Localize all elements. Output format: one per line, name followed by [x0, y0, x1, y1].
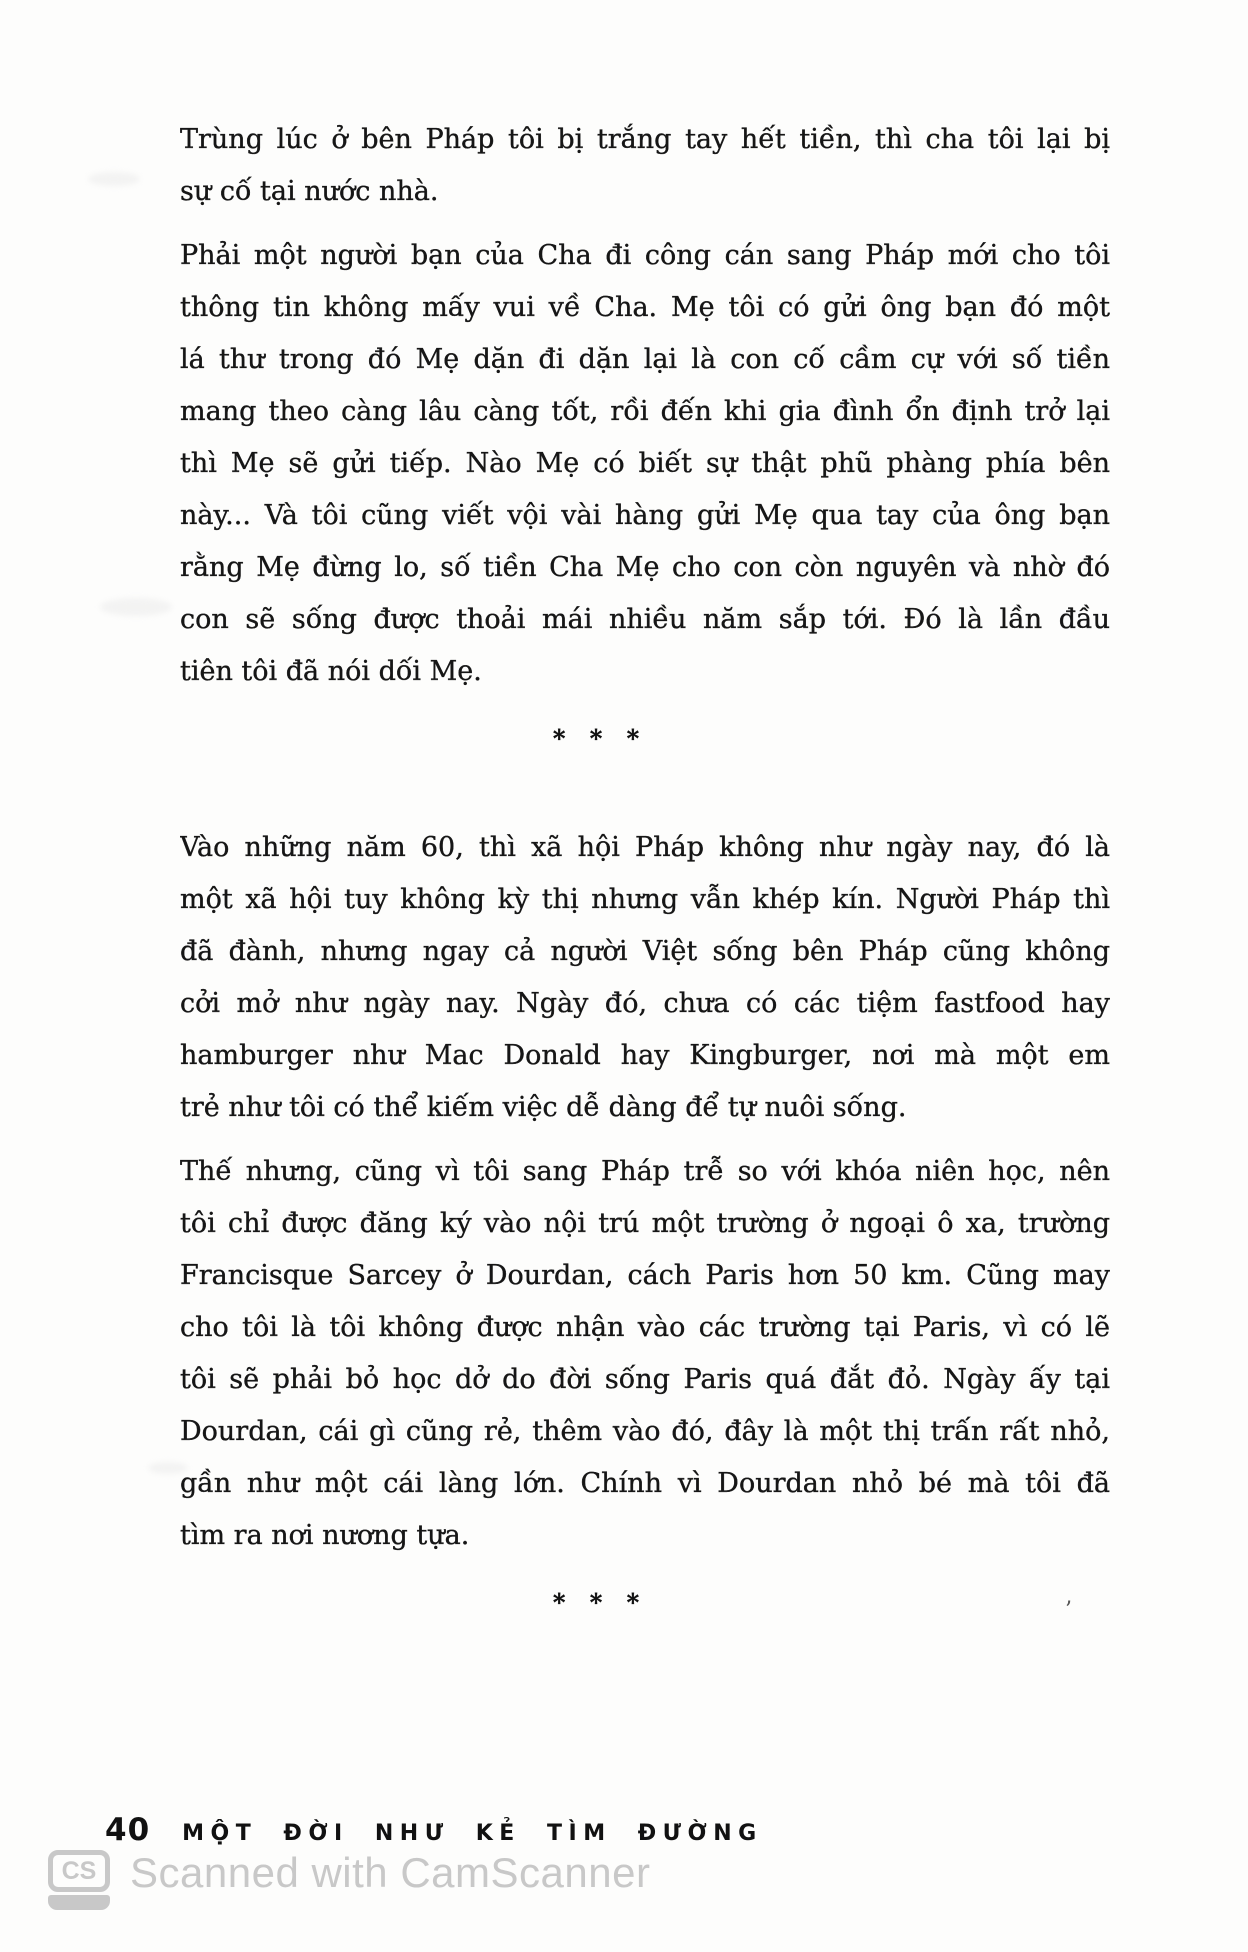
camscanner-logo-base	[48, 1895, 110, 1910]
page-footer	[105, 1812, 763, 1848]
text-line: rằng Mẹ đừng lo, số tiền Cha Mẹ cho con còn nguyên và nhờ đó	[180, 552, 1110, 583]
paragraph	[180, 1146, 1110, 1562]
text-line: một xã hội tuy không kỳ thị nhưng vẫn khép kín. Người Pháp thì	[180, 884, 1110, 915]
page-body	[180, 114, 1110, 1686]
text-line: gần như một cái làng lớn. Chính vì Dourdan nhỏ bé mà tôi đã	[180, 1468, 1110, 1499]
section-separator: * * *	[552, 724, 648, 753]
scan-smudge	[88, 172, 140, 186]
page-number: 40	[105, 1812, 151, 1848]
text-line: trẻ như tôi có thể kiếm việc dễ dàng để tự nuôi sống.	[180, 1092, 907, 1123]
text-line: Phải một người bạn của Cha đi công cán sang Pháp mới cho tôi	[180, 240, 1110, 271]
text-line: Francisque Sarcey ở Dourdan, cách Paris hơn 50 km. Cũng may	[180, 1260, 1110, 1291]
text-line: Vào những năm 60, thì xã hội Pháp không như ngày nay, đó là	[180, 832, 1110, 863]
paragraph	[180, 114, 1110, 218]
text-line: mang theo càng lâu càng tốt, rồi đến khi gia đình ổn định trở lại	[180, 396, 1110, 427]
text-line: này... Và tôi cũng viết vội vài hàng gửi Mẹ qua tay của ông bạn	[180, 500, 1110, 531]
scan-artifact-mark: ’	[1065, 1598, 1072, 1623]
text-line: cởi mở như ngày nay. Ngày đó, chưa có các tiệm fastfood hay	[180, 988, 1110, 1019]
text-line: tìm ra nơi nương tựa.	[180, 1520, 470, 1551]
section-separator: * * *	[552, 1588, 648, 1617]
text-line: con sẽ sống được thoải mái nhiều năm sắp tới. Đó là lần đầu	[180, 604, 1110, 635]
camscanner-logo-text: CS	[48, 1850, 110, 1892]
text-line: Dourdan, cái gì cũng rẻ, thêm vào đó, đây là một thị trấn rất nhỏ,	[180, 1416, 1110, 1447]
camscanner-watermark	[48, 1850, 650, 1910]
text-line: tiên tôi đã nói dối Mẹ.	[180, 656, 482, 687]
text-blocks	[180, 114, 1110, 1616]
text-line: thông tin không mấy vui về Cha. Mẹ tôi có gửi ông bạn đó một	[180, 292, 1110, 323]
text-line: đã đành, nhưng ngay cả người Việt sống bên Pháp cũng không	[180, 936, 1110, 967]
text-line: thì Mẹ sẽ gửi tiếp. Nào Mẹ có biết sự thật phũ phàng phía bên	[180, 448, 1110, 479]
camscanner-logo-icon	[48, 1850, 110, 1910]
paragraph	[180, 822, 1110, 1134]
text-line: tôi sẽ phải bỏ học dở do đời sống Paris quá đắt đỏ. Ngày ấy tại	[180, 1364, 1110, 1395]
paragraph	[180, 230, 1110, 698]
text-line: cho tôi là tôi không được nhận vào các trường tại Paris, vì có lẽ	[180, 1312, 1110, 1343]
text-line: tôi chỉ được đăng ký vào nội trú một trường ở ngoại ô xa, trường	[180, 1208, 1110, 1239]
text-line: sự cố tại nước nhà.	[180, 176, 439, 207]
watermark-label: Scanned with CamScanner	[130, 1849, 651, 1896]
text-line: lá thư trong đó Mẹ dặn đi dặn lại là con cố cầm cự với số tiền	[180, 344, 1110, 375]
text-line: hamburger như Mac Donald hay Kingburger, nơi mà một em	[180, 1040, 1110, 1071]
scan-smudge	[100, 598, 172, 616]
book-title: MỘT ĐỜI NHƯ KẺ TÌM ĐƯỜNG	[182, 1821, 763, 1846]
text-line: Trùng lúc ở bên Pháp tôi bị trắng tay hết tiền, thì cha tôi lại bị	[180, 124, 1110, 155]
text-line: Thế nhưng, cũng vì tôi sang Pháp trễ so với khóa niên học, nên	[180, 1156, 1110, 1187]
